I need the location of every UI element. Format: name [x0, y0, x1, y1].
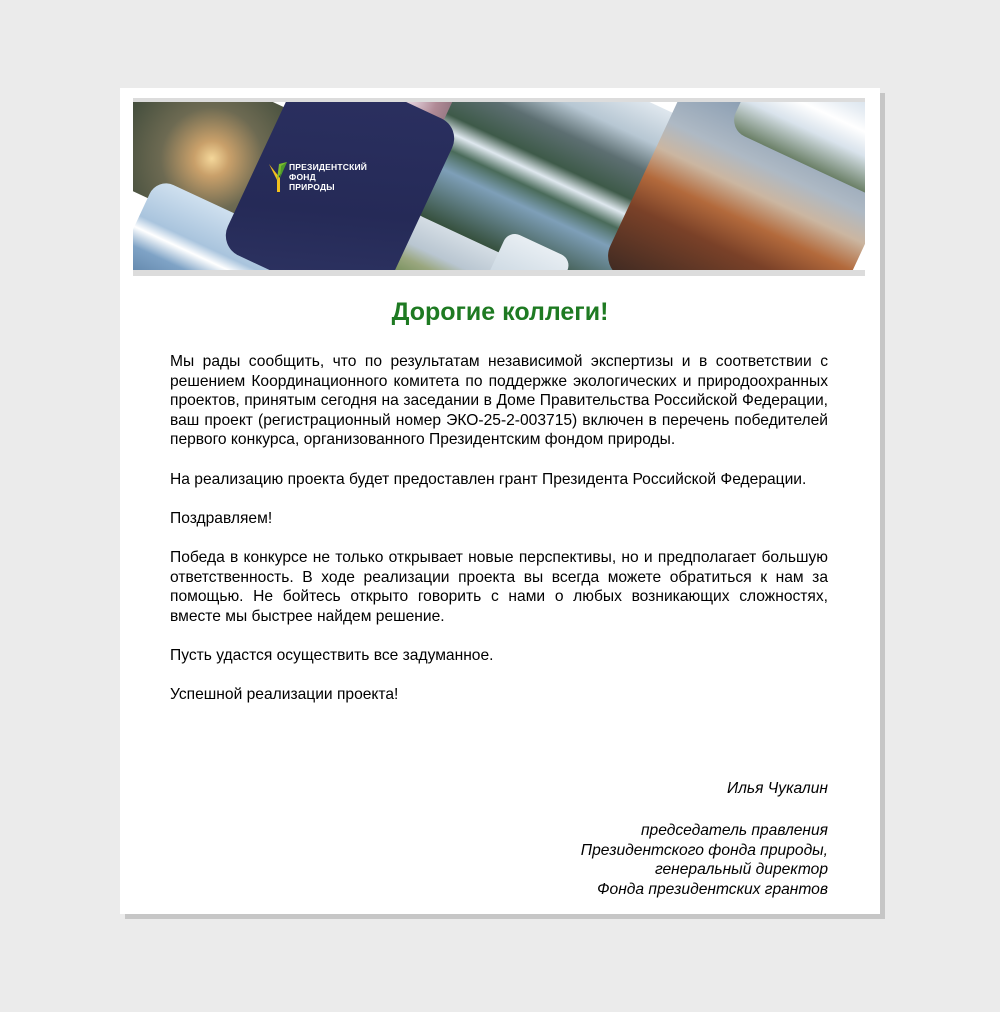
letter-body — [170, 352, 828, 724]
paragraph-congrats: Поздравляем! — [170, 509, 273, 527]
greeting-title: Дорогие коллеги! — [391, 298, 609, 326]
signature-name: Илья Чукалин — [726, 780, 828, 797]
letter-card — [120, 88, 880, 914]
signature-title — [581, 821, 828, 899]
paragraph-success: Успешной реализации проекта! — [170, 686, 399, 704]
paragraph-announcement: Мы рады сообщить, что по результатам независимой экспертизы и в соответствии с решением Координационного комитета по поддержке экологических и природоохранных проектов, принятым сегодня на заседании в Доме Правительства Российской Федерации, ваш проект (регистрационный номер ЭКО-25-2-003715) включен в перечень победителей первого конкурса, организованного Президентским фондом природы. — [170, 353, 828, 449]
signature-line-4: Фонда президентских грантов — [597, 880, 828, 898]
fund-logo — [267, 160, 407, 210]
logo-line-2: ФОНД — [289, 172, 316, 182]
signature-line-1: председатель правления — [640, 822, 828, 839]
fund-leaf-icon — [267, 160, 289, 194]
paragraph-wish: Пусть удастся осуществить все задуманное. — [170, 646, 494, 664]
header-banner — [133, 98, 865, 276]
logo-line-3: ПРИРОДЫ — [289, 182, 335, 192]
logo-line-1: ПРЕЗИДЕНТСКИЙ — [289, 162, 368, 172]
signature-line-2: Президентского фонда природы, — [580, 841, 828, 859]
paragraph-grant: На реализацию проекта будет предоставлен грант Президента Российской Федерации. — [170, 470, 807, 488]
banner-divider — [133, 270, 865, 276]
signature-line-3: генеральный директор — [654, 861, 828, 879]
paragraph-responsibility: Победа в конкурсе не только открывает новые перспективы, но и предполагает большую ответственность. В ходе реализации проекта вы всегда можете обратиться к нам за помощью. Не бойтесь открыто говорить с нами о любых возникающих сложностях, вместе мы быстрее найдем решение. — [170, 548, 828, 625]
